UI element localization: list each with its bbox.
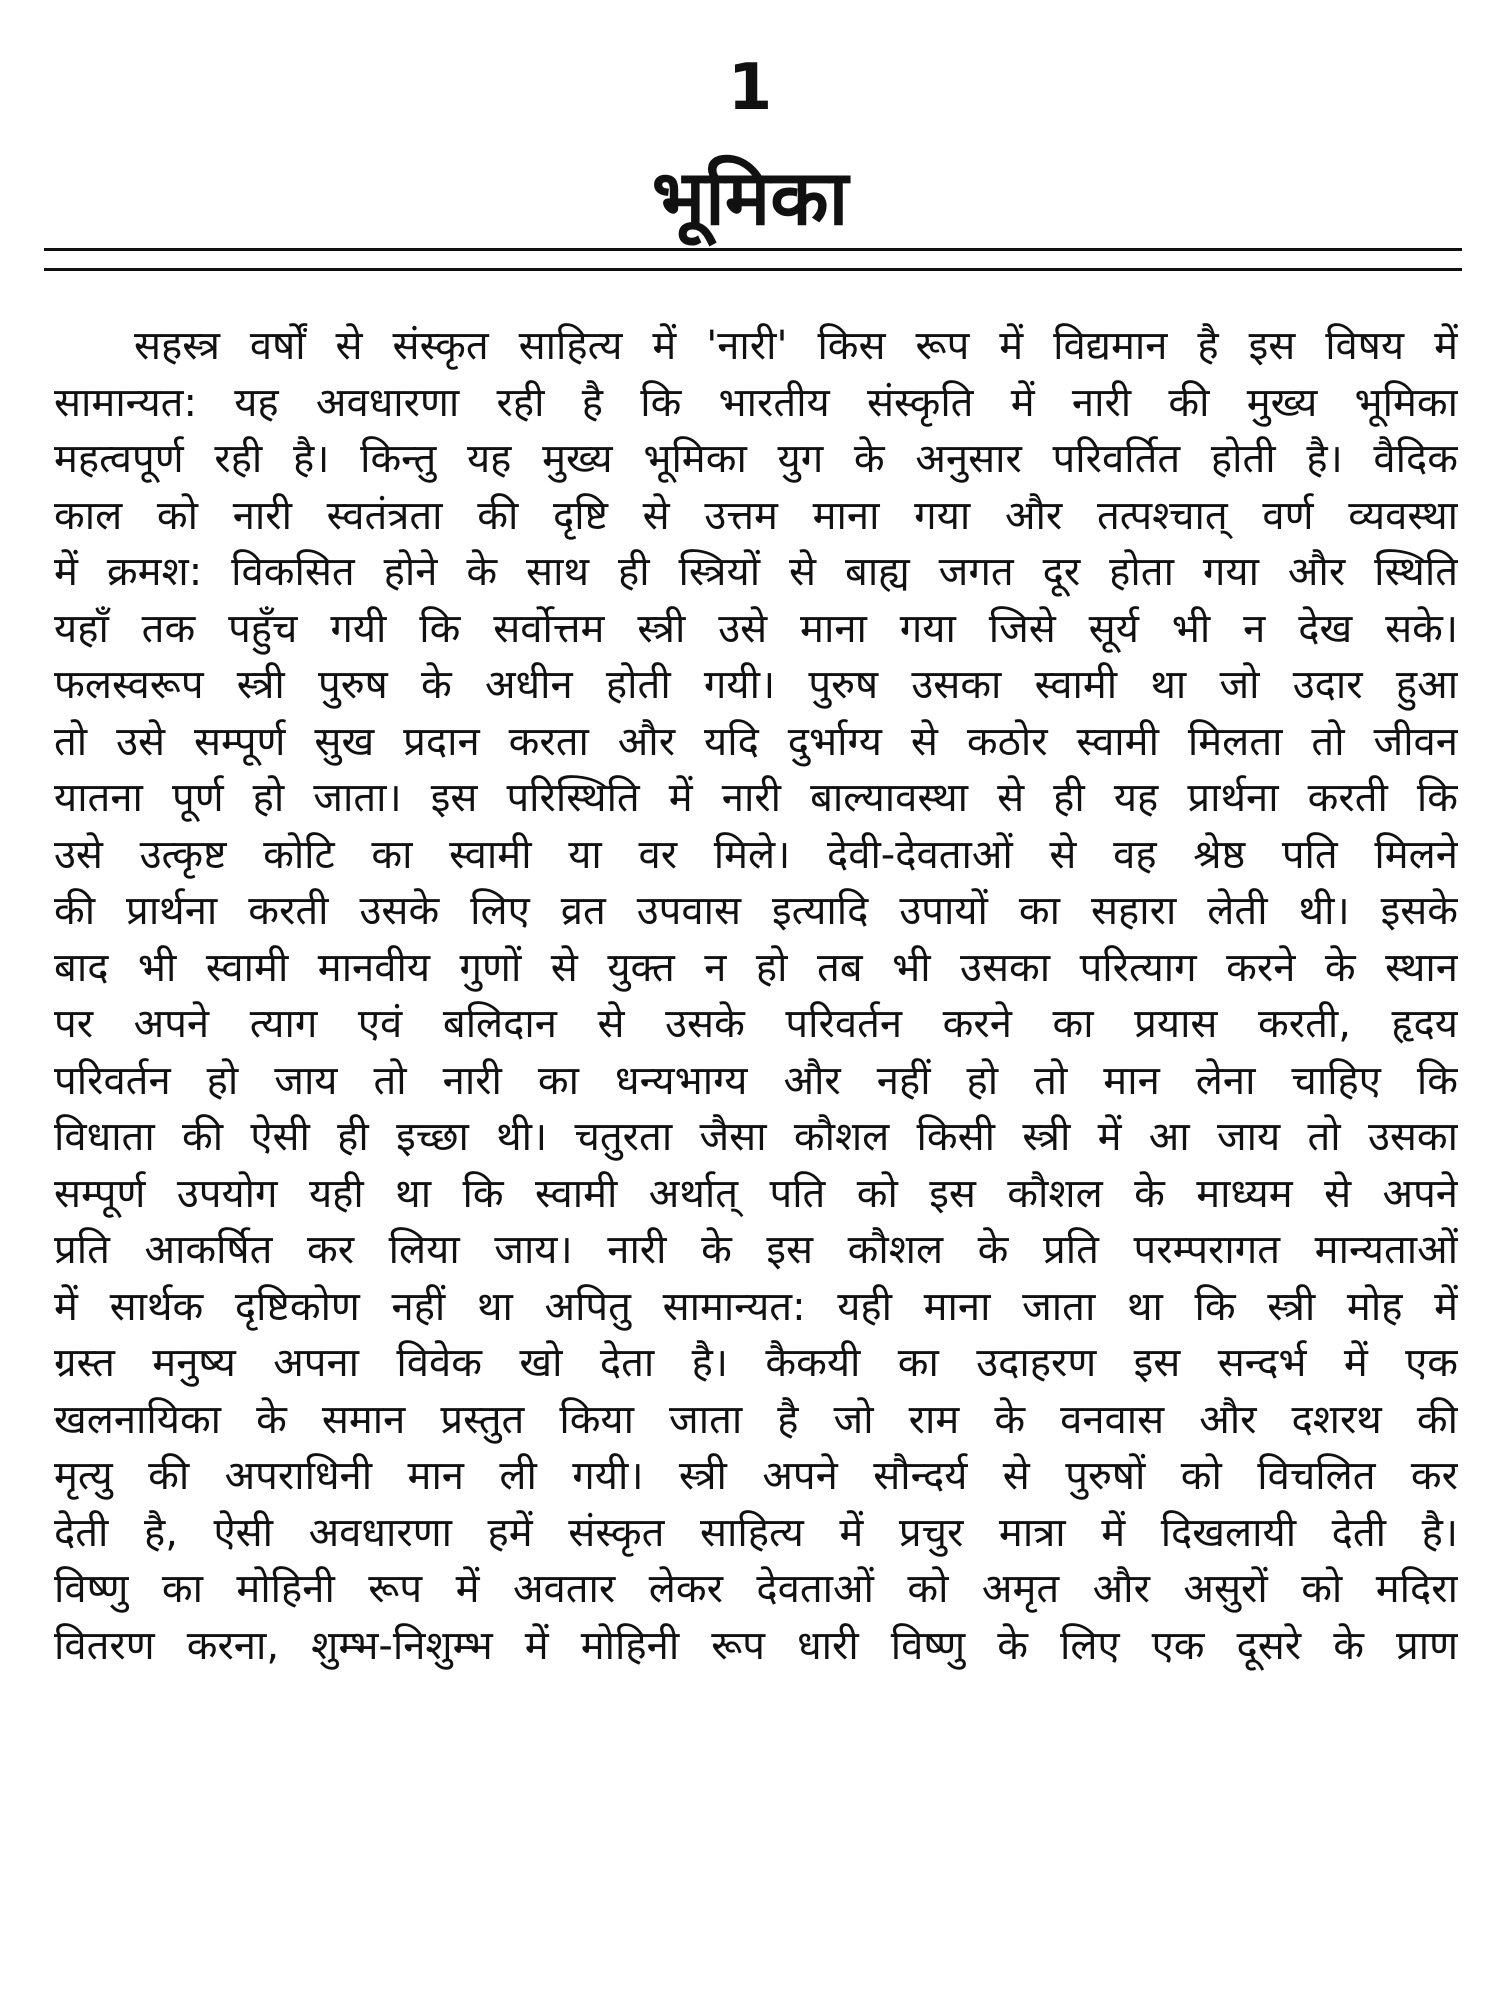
- paragraph-line: फलस्वरूप स्त्री पुरुष के अधीन होती गयी। पुरुष उसका स्वामी था जो उदार हुआ: [54, 662, 1458, 708]
- paragraph-line: यहाँ तक पहुँच गयी कि सर्वोत्तम स्त्री उसे माना गया जिसे सूर्य भी न देख सके।: [54, 605, 1458, 652]
- paragraph-line: सहस्त्र वर्षों से संस्कृत साहित्य में 'नारी' किस रूप में विद्यमान है इस विषय में: [134, 323, 1458, 369]
- paragraph-line: में क्रमश: विकसित होने के साथ ही स्त्रियों से बाह्य जगत दूर होता गया और स्थिति: [54, 549, 1458, 595]
- body-paragraph: [54, 318, 1458, 1674]
- title-rule-bottom: [44, 268, 1462, 271]
- paragraph-line: बाद भी स्वामी मानवीय गुणों से युक्त न हो तब भी उसका परित्याग करने के स्थान: [54, 944, 1458, 991]
- paragraph-line: सम्पूर्ण उपयोग यही था कि स्वामी अर्थात् पति को इस कौशल के माध्यम से अपने: [54, 1170, 1458, 1217]
- paragraph-line: सामान्यत: यह अवधारणा रही है कि भारतीय संस्कृति में नारी की मुख्य भूमिका: [54, 379, 1458, 426]
- paragraph-line: काल को नारी स्वतंत्रता की दृष्टि से उत्तम माना गया और तत्पश्चात् वर्ण व्यवस्था: [54, 492, 1458, 539]
- chapter-title: भूमिका: [651, 153, 849, 242]
- paragraph-line: उसे उत्कृष्ट कोटि का स्वामी या वर मिले। देवी-देवताओं से वह श्रेष्ठ पति मिलने: [54, 831, 1458, 878]
- paragraph-line: मृत्यु की अपराधिनी मान ली गयी। स्त्री अपने सौन्दर्य से पुरुषों को विचलित कर: [54, 1453, 1458, 1499]
- paragraph-line: तो उसे सम्पूर्ण सुख प्रदान करता और यदि दुर्भाग्य से कठोर स्वामी मिलता तो जीवन: [54, 718, 1458, 765]
- title-rule-top: [44, 248, 1462, 251]
- chapter-number: 1: [727, 51, 773, 125]
- paragraph-line: वितरण करना, शुम्भ-निशुम्भ में मोहिनी रूप धारी विष्णु के लिए एक दूसरे के प्राण: [54, 1622, 1458, 1669]
- paragraph-line: खलनायिका के समान प्रस्तुत किया जाता है जो राम के वनवास और दशरथ की: [54, 1396, 1458, 1443]
- paragraph-line: पर अपने त्याग एवं बलिदान से उसके परिवर्तन करने का प्रयास करती, हृदय: [54, 1001, 1458, 1047]
- paragraph-line: महत्वपूर्ण रही है। किन्तु यह मुख्य भूमिका युग के अनुसार परिवर्तित होती है। वैदिक: [54, 436, 1458, 482]
- paragraph-line: विधाता की ऐसी ही इच्छा थी। चतुरता जैसा कौशल किसी स्त्री में आ जाय तो उसका: [54, 1114, 1458, 1160]
- paragraph-line: विष्णु का मोहिनी रूप में अवतार लेकर देवताओं को अमृत और असुरों को मदिरा: [54, 1566, 1458, 1612]
- paragraph-line: प्रति आकर्षित कर लिया जाय। नारी के इस कौशल के प्रति परम्परागत मान्यताओं: [54, 1227, 1458, 1273]
- paragraph-line: ग्रस्त मनुष्य अपना विवेक खो देता है। कैकयी का उदाहरण इस सन्दर्भ में एक: [54, 1340, 1458, 1386]
- paragraph-line: देती है, ऐसी अवधारणा हमें संस्कृत साहित्य में प्रचुर मात्रा में दिखलायी देती है।: [54, 1509, 1458, 1556]
- paragraph-line: की प्रार्थना करती उसके लिए व्रत उपवास इत्यादि उपायों का सहारा लेती थी। इसके: [54, 888, 1458, 934]
- paragraph-line: में सार्थक दृष्टिकोण नहीं था अपितु सामान्यत: यही माना जाता था कि स्त्री मोह में: [54, 1283, 1458, 1330]
- paragraph-line: यातना पूर्ण हो जाता। इस परिस्थिति में नारी बाल्यावस्था से ही यह प्रार्थना करती कि: [54, 775, 1458, 821]
- paragraph-line: परिवर्तन हो जाय तो नारी का धन्यभाग्य और नहीं हो तो मान लेना चाहिए कि: [54, 1057, 1458, 1104]
